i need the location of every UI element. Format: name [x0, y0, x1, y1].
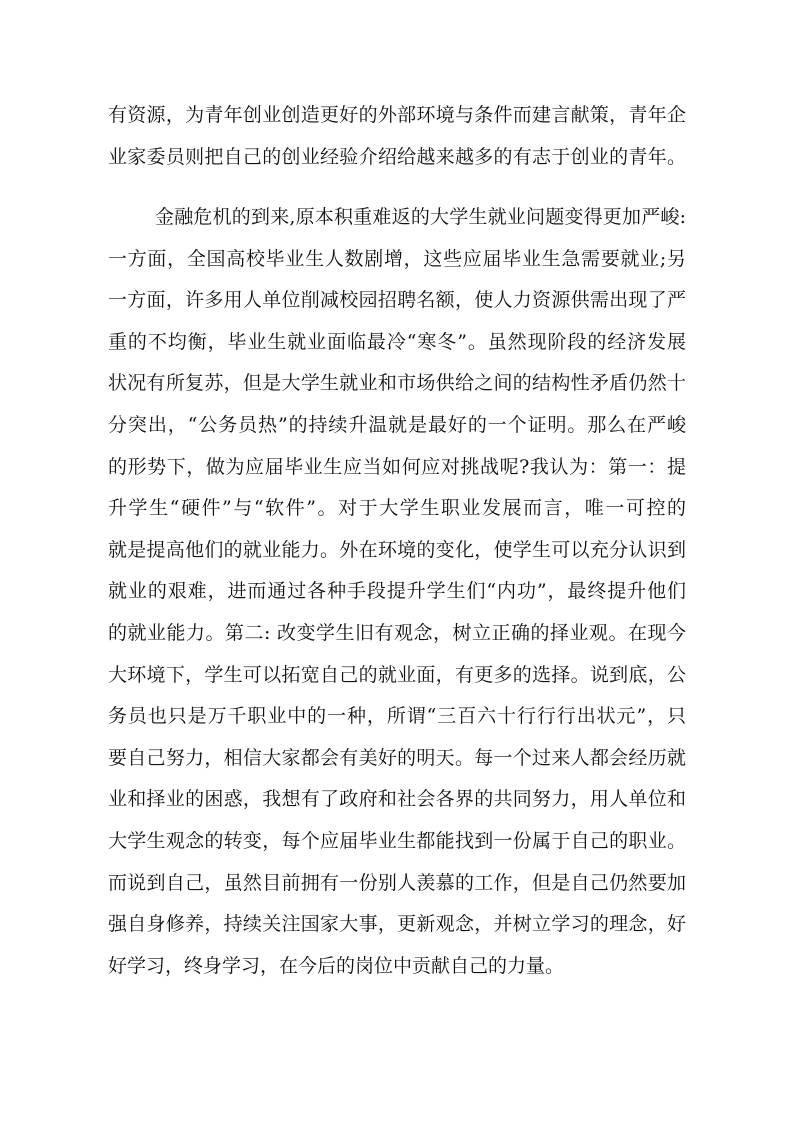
- text-line: 强自身修养，持续关注国家大事，更新观念，并树立学习的理念，好: [108, 913, 686, 936]
- text-line-first: 金融危机的到来,原本积重难返的大学生就业问题变得更加严峻:: [155, 206, 686, 228]
- paragraph-1: [108, 94, 686, 178]
- text-line: 务员也只是万千职业中的一种，所谓“三百六十行行行出状元”，只: [108, 705, 686, 728]
- text-line: 大环境下，学生可以拓宽自己的就业面，有更多的选择。说到底，公: [108, 663, 686, 686]
- text-line-last: 好学习，终身学习，在今后的岗位中贡献自己的力量。: [108, 954, 565, 977]
- text-line: 业家委员则把自己的创业经验介绍给越来越多的有志于创业的青年。: [108, 146, 686, 168]
- text-line: 业和择业的困惑，我想有了政府和社会各界的共同努力，用人单位和: [108, 788, 686, 811]
- text-line: 升学生“硬件”与“软件”。对于大学生职业发展而言，唯一可控的: [108, 497, 686, 520]
- text-line: 一方面，全国高校毕业生人数剧增，这些应届毕业生急需要就业;另: [108, 247, 686, 270]
- text-line: 而说到自己，虽然目前拥有一份别人羡慕的工作，但是自己仍然要加: [108, 871, 686, 894]
- text-line: 分突出，“公务员热”的持续升温就是最好的一个证明。那么在严峻: [108, 413, 686, 436]
- text-line: 就业的艰难，进而通过各种手段提升学生们“内功”，最终提升他们: [108, 580, 686, 603]
- text-line: 的就业能力。第二: 改变学生旧有观念，树立正确的择业观。在现今: [108, 621, 686, 644]
- text-line: 有资源，为青年创业创造更好的外部环境与条件而建言献策，青年企: [108, 104, 686, 126]
- paragraph-2: [108, 197, 686, 987]
- text-line: 的形势下，做为应届毕业生应当如何应对挑战呢?我认为：第一：提: [108, 455, 686, 478]
- text-line: 就是提高他们的就业能力。外在环境的变化，使学生可以充分认识到: [108, 538, 686, 561]
- text-line: 大学生观念的转变，每个应届毕业生都能找到一份属于自己的职业。: [108, 829, 686, 852]
- text-line: 重的不均衡，毕业生就业面临最冷“寒冬”。虽然现阶段的经济发展: [108, 330, 686, 353]
- text-line: 状况有所复苏，但是大学生就业和市场供给之间的结构性矛盾仍然十: [108, 372, 686, 395]
- text-line: 一方面，许多用人单位削减校园招聘名额，使人力资源供需出现了严: [108, 289, 686, 312]
- text-line: 要自己努力，相信大家都会有美好的明天。每一个过来人都会经历就: [108, 746, 686, 769]
